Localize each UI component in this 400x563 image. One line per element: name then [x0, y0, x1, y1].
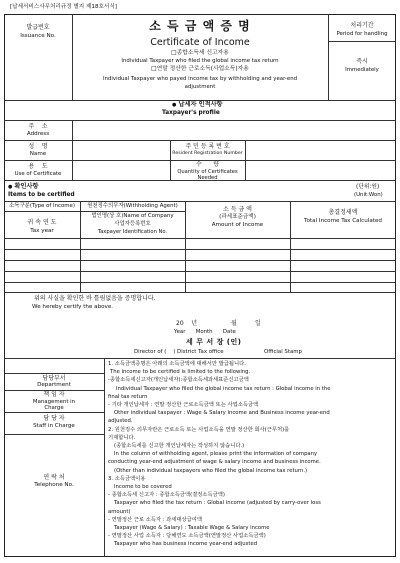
period-value-en: Immediately [345, 67, 379, 73]
use-label: 용 도 [28, 163, 48, 170]
department-label-en: Department [37, 382, 71, 388]
note-line: amount) [108, 508, 131, 515]
note-line: Other individual taxpayer : Wage & Salary income and Business income year-end [114, 410, 330, 417]
confirmation-text: 위의 사실을 확인한 바 틀림없음을 증명합니다. [34, 295, 156, 302]
issuance-no-label: 발급번호 [26, 24, 50, 31]
company-header-2: 사업자등록번호 [114, 221, 151, 227]
period-value: 즉시 [356, 58, 368, 65]
income-amount-header: 소 득 금 액 [223, 206, 252, 213]
page-title: 소 득 금 액 증 명 [149, 19, 251, 33]
data-row[interactable] [4, 239, 396, 248]
unit-label-en: (Unit:Won) [354, 192, 383, 198]
note-line: In the column of withholding agent, please print the information of company [114, 451, 318, 458]
address-value[interactable] [73, 121, 395, 139]
use-label-en: Use of Certificate [14, 171, 62, 177]
company-header: 법인명(상 호)Name of Company [91, 213, 174, 219]
total-tax-header: 총결정세액 [328, 209, 358, 216]
note-line: 기재합니다. [108, 434, 136, 441]
items-section-title: ● 확인사항 [8, 183, 39, 190]
note-line: - 기타 개인납세자 : 연말 정산한 근로소득금액 또는 사업소득금액 [108, 402, 259, 409]
manager-label: 책 임 자 [43, 391, 65, 398]
notes-block [108, 360, 394, 549]
address-label: 주 소 [28, 123, 48, 130]
note-line: 3. 소득금액이용 [108, 475, 146, 482]
qty-label-en: Quantity of Certificates Needed [177, 169, 238, 181]
date-labels-en: Year Month Date [174, 329, 236, 335]
data-row[interactable] [4, 250, 396, 259]
rrn-label-en: Resident Registration Number [172, 151, 243, 156]
manager-label-en: Management in Charge [32, 399, 76, 411]
use-value[interactable] [73, 161, 169, 179]
date-day: 일 [255, 320, 261, 327]
data-row[interactable] [4, 272, 396, 281]
confirmation-text-en: We hereby certify the above. [32, 304, 114, 310]
note-line: adjusted. [108, 418, 133, 425]
note-line: Taxpayer who has business income year-end adjusted [114, 541, 258, 548]
checkbox-global-income[interactable]: □종합소득세 신고자용 [171, 50, 229, 56]
total-tax-header-en: Total Income Tax Calculated [304, 218, 382, 224]
period-label-en: Period for handling [336, 31, 388, 37]
checkbox-year-end[interactable]: □연말 정산한 근로소득(사업소득)자용 [151, 66, 249, 72]
period-label: 처리기간 [350, 22, 374, 29]
note-line: Income to be covered [114, 484, 172, 491]
rrn-label: 주 민 등 록 번 호 [185, 143, 230, 150]
unit-label: (단위:원) [356, 184, 380, 190]
withholding-header: 원천징수의무자(Withholding Agent) [87, 203, 178, 209]
page-title-en: Certificate of Income [150, 37, 250, 48]
income-amount-header-2: (과세표준금액) [219, 214, 256, 220]
tax-office-title: 세 무 서 장 (인) [186, 338, 242, 346]
telephone-label: 연 락 처 [43, 474, 65, 481]
note-line: - 연말정산 사업 소득자 : 당해연도 소득금액(연말정산 사업소득금액) [108, 533, 266, 540]
note-line: - 연말정산 근로 소득자 : 과세대상급여액 [108, 516, 202, 523]
qty-label: 수 량 [195, 161, 220, 168]
note-line: 2. 원천징수 의무자란은 근로소득 또는 사업소득을 연말 정산한 회사(근무처)를 [108, 426, 290, 433]
staff-label-en: Staff in Charge [33, 423, 75, 429]
note-line: The income to be certified is limited to the following. [110, 369, 251, 376]
name-label-en: Name [29, 151, 47, 157]
note-line: final tax return [108, 393, 148, 400]
tax-office-en: Director of ( ) District Tax office [134, 349, 224, 355]
form-reference-note: [납세서비스사무처리규정 별지 제18호서식] [10, 4, 117, 10]
year-header: 귀 속 연 도 [27, 219, 57, 226]
note-line: - 종합소득세 신고자 : 종합소득금액(결정소득금액) [108, 492, 225, 499]
data-row[interactable] [4, 261, 396, 270]
rrn-value[interactable] [246, 141, 395, 159]
note-line: (Other than individual taxpayers who filed the global income tax return.) [114, 467, 308, 474]
income-amount-header-en: Amount of Income [211, 222, 264, 228]
checkbox-year-end-en: Individual Taxpayer who payed income tax by withholding and year-end adjustment [102, 76, 298, 90]
items-section-title-en: Items to be certified [8, 192, 75, 198]
qty-value[interactable] [246, 161, 395, 179]
taxpayer-section-title: ● 납세자 인적사항 [172, 101, 223, 108]
taxpayer-section-title-en: Taxpayer's profile [162, 110, 220, 116]
company-header-en: Taxpayer Identification No. [97, 229, 168, 235]
note-line: Individual Taxpayer who filed the global income tax return : Global income in the [116, 385, 331, 392]
department-label: 담당부서 [42, 375, 66, 382]
date-year: 20 년 [176, 320, 198, 327]
note-line: Taxpayer (Wage & Salary) : Taxable Wage & Salary income [114, 525, 270, 532]
year-header-en: Tax year [30, 228, 54, 234]
official-stamp-label: Official Stamp [264, 349, 302, 355]
address-label-en: Address [26, 131, 50, 137]
telephone-label-en: Telephone No. [34, 482, 74, 488]
note-line: -종합소득세신고자(개인납세자):종합소득세과세표준신고금액 [108, 377, 249, 384]
note-line: conducting year-end adjustment of wage & salary income and business income. [108, 459, 321, 466]
issuance-no-label-en: Issuance No. [20, 33, 56, 39]
note-line: Taxpayer who filed the tax return : Global income (adjusted by carry-over loss [114, 500, 321, 507]
name-value[interactable] [73, 141, 169, 159]
name-label: 성 명 [28, 143, 48, 150]
date-month: 월 [231, 320, 237, 327]
income-type-header: 소득구분(Type of Income) [9, 203, 75, 209]
staff-label: 담 당 자 [43, 415, 65, 422]
checkbox-global-income-en: Individual Taxpayer who filed the global income tax return [121, 58, 279, 64]
note-line: 1. 소득금액증명은 아래의 소득금액에 대해서만 발급됩니다. [108, 361, 246, 367]
note-line: (종합소득세를 신고한 개인납세자는 작성하지 않습니다.) [114, 443, 245, 450]
